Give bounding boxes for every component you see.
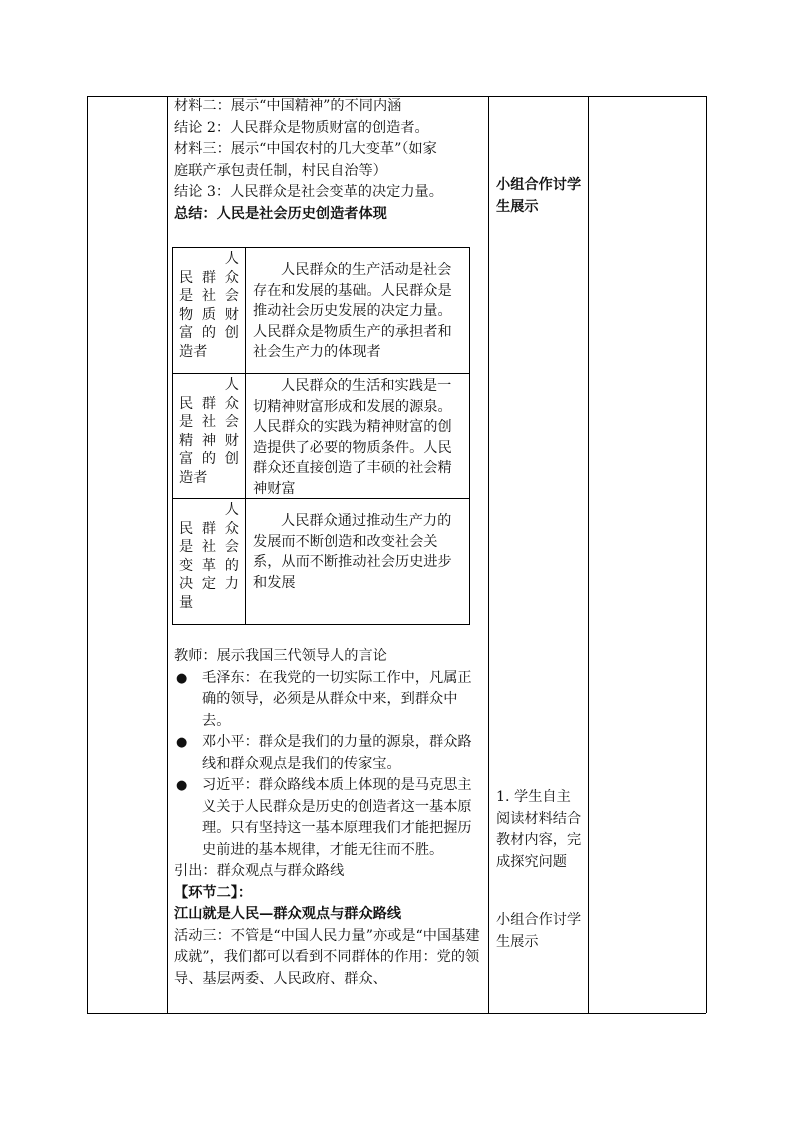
row-label: 人 民 群 众 是 社 会 物 质 财 富 的 创 造者 <box>179 251 239 360</box>
bullet-icon: ● <box>176 778 188 793</box>
materials-section <box>174 96 484 225</box>
row-label: 人 民 群 众 是 社 会 精 神 财 富 的 创 造者 <box>179 377 239 486</box>
summary-table-row <box>173 373 469 499</box>
group-discussion-label: 小组合作讨学生展示 <box>496 912 582 950</box>
table-border-right <box>706 96 707 1013</box>
row-label: 人 民 群 众 是 社 会 变 革 的 决 定 力 量 <box>179 502 239 611</box>
summary-table-row <box>173 248 469 373</box>
table-column-divider <box>488 96 489 1013</box>
table-border-bottom <box>87 1013 706 1014</box>
lead-text: 引出：群众观点与群众路线 <box>174 863 345 879</box>
student-activity-2 <box>496 787 584 873</box>
summary-table-row <box>173 498 469 625</box>
quote-text: 毛泽东：在我党的一切实际工作中，凡属正确的领导，必须是从群众中来，到群众中去。 <box>202 669 472 729</box>
quote-item <box>174 668 484 733</box>
bullet-icon: ● <box>176 670 188 686</box>
row-description: 人民群众的生活和实践是一切精神财富形成和发展的源泉。人民群众的实践为精神财富的创造提供了必要的物质条件。人民群众还直接创造了丰硕的社会精神财富 <box>253 378 452 497</box>
section-title: 江山就是人民—群众观点与群众路线 <box>174 906 402 922</box>
summary-heading: 总结：人民是社会历史创造者体现 <box>174 205 387 222</box>
quote-text: 习近平：群众路线本质上体现的是马克思主义关于人民群众是历史的创造者这一基本原理。只有坚持这一基本原理我们才能把握历史前进的基本规律，才能无往而不胜。 <box>202 777 472 858</box>
quote-item <box>174 732 484 775</box>
self-study-label: 1. 学生自主阅读材料结合教材内容，完成探究问题 <box>496 789 582 870</box>
teacher-section <box>174 646 484 990</box>
teacher-intro: 教师：展示我国三代领导人的言论 <box>174 648 387 664</box>
bullet-icon: ● <box>176 735 188 750</box>
material-two: 材料二：展示“中国精神”的不同内涵 <box>174 98 402 114</box>
section-label: 【环节二】： <box>174 884 253 901</box>
conclusion-two: 结论 2：人民群众是物质财富的创造者。 <box>174 119 429 136</box>
conclusion-three: 结论 3：人民群众是社会变革的决定力量。 <box>174 184 443 200</box>
table-border-left <box>87 96 88 1013</box>
summary-table <box>172 247 470 625</box>
material-three-line2: 庭联产承包责任制，村民自治等） <box>174 162 387 179</box>
activity-text: 活动三：不管是“中国人民力量”亦或是“中国基建成就”，我们都可以看到不同群体的作用：党的领导、基层两委、人民政府、群众、 <box>174 927 480 987</box>
group-discussion-label: 小组合作讨学生展示 <box>496 177 582 215</box>
row-description: 人民群众的生产活动是社会存在和发展的基础。人民群众是推动社会历史发展的决定力量。人民群众是物质生产的承担者和社会生产力的体现者 <box>253 262 452 360</box>
quote-item <box>174 775 484 861</box>
material-three-line1: 材料三：展示“中国农村的几大变革”（如家 <box>174 141 437 157</box>
row-description: 人民群众通过推动生产力的发展而不断创造和改变社会关系，从而不断推动社会历史进步和发展 <box>253 513 452 591</box>
quote-text: 邓小平：群众是我们的力量的源泉，群众路线和群众观点是我们的传家宝。 <box>202 734 472 772</box>
table-column-divider <box>167 96 168 1013</box>
student-activity-1 <box>496 175 584 218</box>
student-activity-3 <box>496 910 584 953</box>
table-column-divider <box>588 96 589 1013</box>
